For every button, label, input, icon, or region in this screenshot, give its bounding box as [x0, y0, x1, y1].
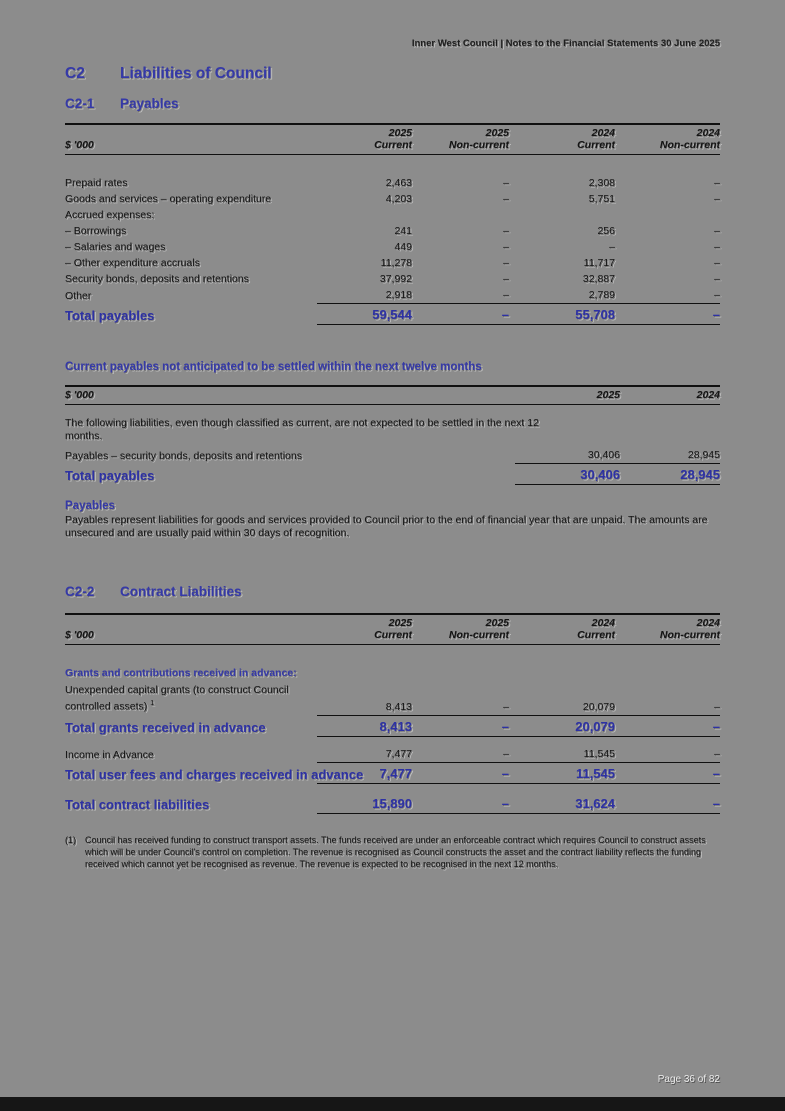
cell-value: – [714, 241, 720, 253]
cell-value [509, 207, 615, 223]
row-label: Goods and services – operating expenditure [65, 193, 272, 205]
total-row [65, 716, 720, 737]
table-row [65, 255, 720, 271]
document-header: Inner West Council | Notes to the Financial Statements 30 June 2025 [411, 38, 720, 49]
total-value: 15,890 [317, 793, 412, 814]
total-value: – [412, 763, 509, 784]
row-label: Other [65, 289, 92, 302]
cell-value: 20,079 [509, 682, 615, 716]
cell-value: – [714, 257, 720, 269]
cell-value: – [412, 287, 509, 304]
footnote-marker: (1) [65, 835, 76, 845]
cell-value: 37,992 [379, 273, 412, 285]
section-c2-1-heading [65, 96, 720, 111]
footnote-text: Council has received funding to construct transport assets. The funds received are under an enforceable contract which requires Council to construct assets which will be under Council's control on completion. The revenue is recognised as Council constructs the asset and the contract liability reflects the funding received which cannot yet be recognised as revenue. The revenue is expected to be recognised in the next 12 months. [85, 835, 706, 869]
unit-label: $ '000 [65, 386, 515, 405]
section-c2-2-heading [65, 584, 720, 599]
cell-value: – [503, 193, 509, 205]
total-value: 11,545 [509, 763, 615, 784]
total-value: – [615, 763, 720, 784]
cell-value: 256 [597, 225, 615, 237]
page-number: Page 36 of 82 [657, 1074, 720, 1085]
total-value: – [412, 793, 509, 814]
total-value: 28,945 [620, 464, 720, 485]
cell-value: – [412, 682, 509, 716]
cell-value: 32,887 [582, 273, 615, 285]
column-header: 2025 Current [317, 614, 412, 645]
column-header: 2024 Non-current [615, 614, 720, 645]
cell-value [412, 207, 509, 223]
cell-value: – [714, 193, 720, 205]
cell-value: 2,789 [509, 287, 615, 304]
description-row [65, 405, 720, 448]
total-label: Total payables [65, 467, 155, 483]
cell-value: 4,203 [385, 193, 412, 205]
cell-value: – [412, 746, 509, 763]
total-value: – [412, 716, 509, 737]
cell-value: 30,406 [515, 447, 620, 464]
table-row [65, 239, 720, 255]
total-row [65, 763, 720, 784]
table-row [65, 207, 720, 223]
total-value: – [615, 716, 720, 737]
cell-value: 241 [394, 225, 412, 237]
cell-value: 2,463 [385, 177, 412, 189]
total-value: – [615, 793, 720, 814]
description-text: The following liabilities, even though classified as current, are not expected to be settled in the next 12 months. [65, 417, 539, 442]
total-row [65, 464, 720, 485]
section-title: Contract Liabilities [120, 584, 242, 599]
total-row [65, 793, 720, 814]
column-header: 2024 Non-current [615, 124, 720, 155]
column-header: 2025 Non-current [412, 614, 509, 645]
total-label: Total grants received in advance [65, 719, 266, 735]
section-title: Liabilities of Council [120, 65, 272, 82]
contract-liabilities-table [65, 613, 720, 814]
total-value: 7,477 [317, 763, 412, 784]
column-header: 2025 [515, 386, 620, 405]
cell-value: – [615, 746, 720, 763]
row-label: – Borrowings [65, 225, 127, 237]
row-label: – Other expenditure accruals [65, 257, 200, 269]
section-number: C2 [65, 65, 85, 82]
table-row [65, 287, 720, 304]
cell-value: – [503, 273, 509, 285]
table-row [65, 447, 720, 464]
row-label: – Salaries and wages [65, 241, 166, 253]
cell-value: 8,413 [317, 682, 412, 716]
payables-table [65, 123, 720, 325]
spacer-row [65, 784, 720, 794]
table-row [65, 175, 720, 191]
total-value: – [615, 304, 720, 325]
row-label: Accrued expenses: [65, 209, 155, 221]
cell-value [317, 207, 412, 223]
table-row [65, 271, 720, 287]
total-label: Total user fees and charges received in advance [65, 766, 364, 782]
table-row [65, 746, 720, 763]
total-value: 59,544 [317, 304, 412, 325]
cell-value: 11,278 [380, 257, 412, 269]
current-payables-table [65, 385, 720, 485]
cell-value: 7,477 [317, 746, 412, 763]
cell-value: – [503, 177, 509, 189]
total-value: – [412, 304, 509, 325]
cell-value: 5,751 [588, 193, 615, 205]
total-value: 31,624 [509, 793, 615, 814]
group-heading-row [65, 665, 720, 682]
spacer-row [65, 645, 720, 666]
row-label: Unexpended capital grants (to construct Council controlled assets) $^1$ [65, 684, 289, 713]
group-heading: Grants and contributions received in advance: [65, 667, 297, 679]
unit-label: $ '000 [65, 124, 317, 155]
column-header: 2025 Non-current [412, 124, 509, 155]
unit-label: $ '000 [65, 614, 317, 645]
row-label: Prepaid rates [65, 177, 128, 189]
total-row [65, 304, 720, 325]
cell-value: – [503, 257, 509, 269]
total-value: 55,708 [509, 304, 615, 325]
spacer-row [65, 155, 720, 176]
table-row [65, 682, 720, 716]
cell-value: – [615, 682, 720, 716]
row-label: Payables – security bonds, deposits and retentions [65, 449, 302, 462]
footnote-ref: 1 [150, 700, 155, 707]
cell-value: – [503, 225, 509, 237]
table-header-row [65, 386, 720, 405]
column-header: 2024 Current [509, 614, 615, 645]
total-value: 30,406 [515, 464, 620, 485]
current-payables-heading: Current payables not anticipated to be settled within the next twelve months [65, 361, 482, 373]
cell-value: 11,717 [583, 257, 615, 269]
cell-value: 28,945 [620, 447, 720, 464]
total-value: 20,079 [509, 716, 615, 737]
column-header: 2024 Current [509, 124, 615, 155]
total-label: Total contract liabilities [65, 796, 210, 812]
table-row [65, 191, 720, 207]
row-label: Income in Advance [65, 748, 154, 761]
cell-value: 11,545 [509, 746, 615, 763]
page-content [65, 0, 720, 870]
footnote [65, 834, 720, 870]
cell-value: 2,918 [317, 287, 412, 304]
cell-value: – [714, 177, 720, 189]
payables-note-body: Payables represent liabilities for goods and services provided to Council prior to the end of financial year that are unpaid. The amounts are unsecured and are usually paid within 30 days of recognition. [65, 514, 708, 539]
row-label: Security bonds, deposits and retentions [65, 273, 249, 285]
cell-value [615, 207, 720, 223]
cell-value: – [615, 287, 720, 304]
cell-value: – [714, 273, 720, 285]
total-label: Total payables [65, 307, 155, 323]
payables-note-heading: Payables [65, 500, 115, 512]
section-c2-heading [65, 65, 720, 83]
section-number: C2-1 [65, 96, 95, 111]
table-header-row [65, 614, 720, 645]
bottom-bar [0, 1097, 785, 1111]
section-title: Payables [120, 96, 179, 111]
cell-value: – [503, 241, 509, 253]
total-value: 8,413 [317, 716, 412, 737]
column-header: 2024 [620, 386, 720, 405]
section-number: C2-2 [65, 584, 95, 599]
cell-value: – [714, 225, 720, 237]
spacer-row [65, 737, 720, 747]
cell-value: 449 [394, 241, 412, 253]
table-row [65, 223, 720, 239]
cell-value: – [609, 241, 615, 253]
cell-value: 2,308 [588, 177, 615, 189]
column-header: 2025 Current [317, 124, 412, 155]
table-header-row [65, 124, 720, 155]
